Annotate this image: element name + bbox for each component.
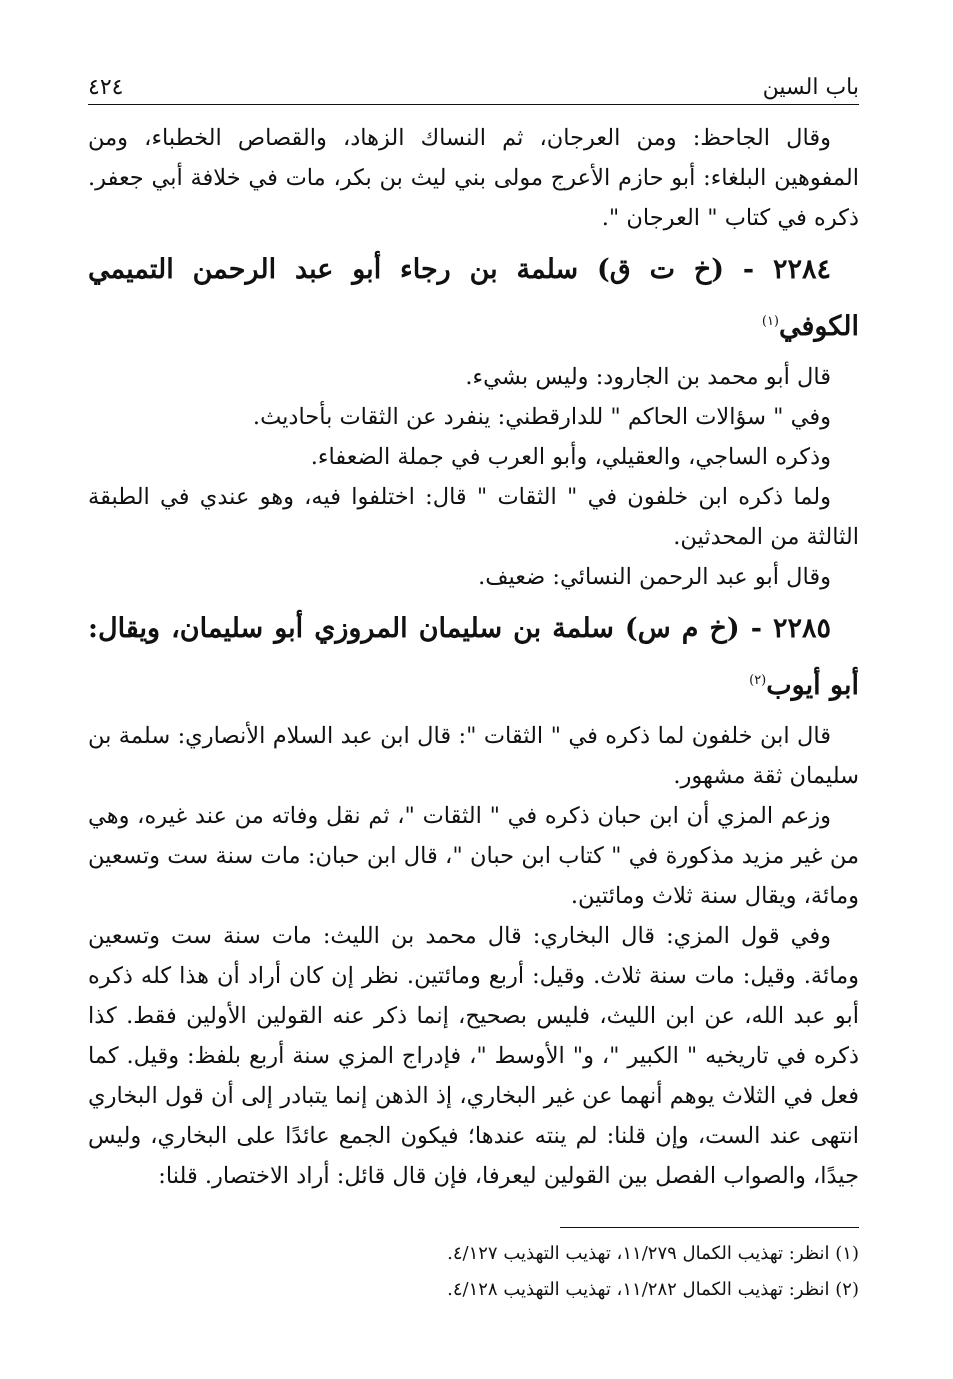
intro-paragraph: وقال الجاحظ: ومن العرجان، ثم النساك الزهاد، والقصاص الخطباء، ومن المفوهين البلغاء: أبو حازم الأعرج مولى بني ليث بن بكر، مات في خلافة أبي جعفر. ذكره في كتاب " العرجان ".	[88, 125, 859, 231]
paragraph: قال ابن خلفون لما ذكره في " الثقات ": قال ابن عبد السلام الأنصاري: سلمة بن سليمان ثقة مشهور.	[88, 723, 859, 789]
paragraph: قال أبو محمد بن الجارود: وليس بشيء.	[465, 364, 831, 390]
footnote-divider	[560, 1227, 859, 1228]
footnote-1: (١) انظر: تهذيب الكمال ١١/٢٧٩، تهذيب التهذيب ٤/١٢٧.	[447, 1243, 859, 1264]
footnote-ref: (١)	[761, 314, 779, 329]
page-number: ٤٢٤	[88, 75, 124, 100]
main-text	[88, 118, 859, 1196]
entry-heading-text: ٢٢٨٥ - (خ م س) سلمة بن سليمان المروزي أبو سليمان، ويقال: أبو أيوب	[88, 613, 859, 701]
paragraph: وقال أبو عبد الرحمن النسائي: ضعيف.	[478, 564, 831, 590]
entry-heading-2284	[88, 244, 859, 353]
header-divider	[88, 104, 859, 105]
page-header	[88, 60, 859, 100]
entry-heading-2285	[88, 603, 859, 712]
footnotes	[88, 1236, 859, 1308]
footnote-ref: (٢)	[749, 673, 767, 688]
paragraph: ولما ذكره ابن خلفون في " الثقات " قال: اختلفوا فيه، وهو عندي في الطبقة الثالثة من المحدثين.	[88, 484, 859, 550]
paragraph: وذكره الساجي، والعقيلي، وأبو العرب في جملة الضعفاء.	[310, 444, 831, 470]
paragraph: وزعم المزي أن ابن حبان ذكره في " الثقات "، ثم نقل وفاته من عند غيره، وهي من غير مزيد مذكورة في " كتاب ابن حبان "، قال ابن حبان: مات سنة ست وتسعين ومائة، ويقال سنة ثلاث ومائتين.	[88, 803, 859, 909]
entry-heading-text: ٢٢٨٤ - (خ ت ق) سلمة بن رجاء أبو عبد الرحمن التميمي الكوفي	[88, 254, 859, 342]
section-title: باب السين	[762, 75, 859, 100]
footnote-2: (٢) انظر: تهذيب الكمال ١١/٢٨٢، تهذيب التهذيب ٤/١٢٨.	[447, 1279, 859, 1300]
paragraph: وفي قول المزي: قال البخاري: قال محمد بن الليث: مات سنة ست وتسعين ومائة. وقيل: مات سنة ثلاث. وقيل: أربع ومائتين. نظر إن كان أراد أن هذا كله ذكره أبو عبد الله، عن ابن الليث، فليس بصحيح، إنما ذكر عنه القولين الأولين فقط. كذا ذكره في تاريخيه " الكبير "، و" الأوسط "، فإدراج المزي سنة أربع بلفظ: وقيل. كما فعل في الثلاث يوهم أنهما عن غير البخاري، إذ الذهن إنما يتبادر إلى أن قول البخاري انتهى عند الست، وإن قلنا: لم ينته عندها؛ فيكون الجمع عائدًا على البخاري، وليس جيدًا، والصواب الفصل بين القولين ليعرفا، فإن قال قائل: أراد الاختصار. قلنا:	[88, 923, 859, 1189]
paragraph: وفي " سؤالات الحاكم " للدارقطني: ينفرد عن الثقات بأحاديث.	[252, 404, 831, 430]
